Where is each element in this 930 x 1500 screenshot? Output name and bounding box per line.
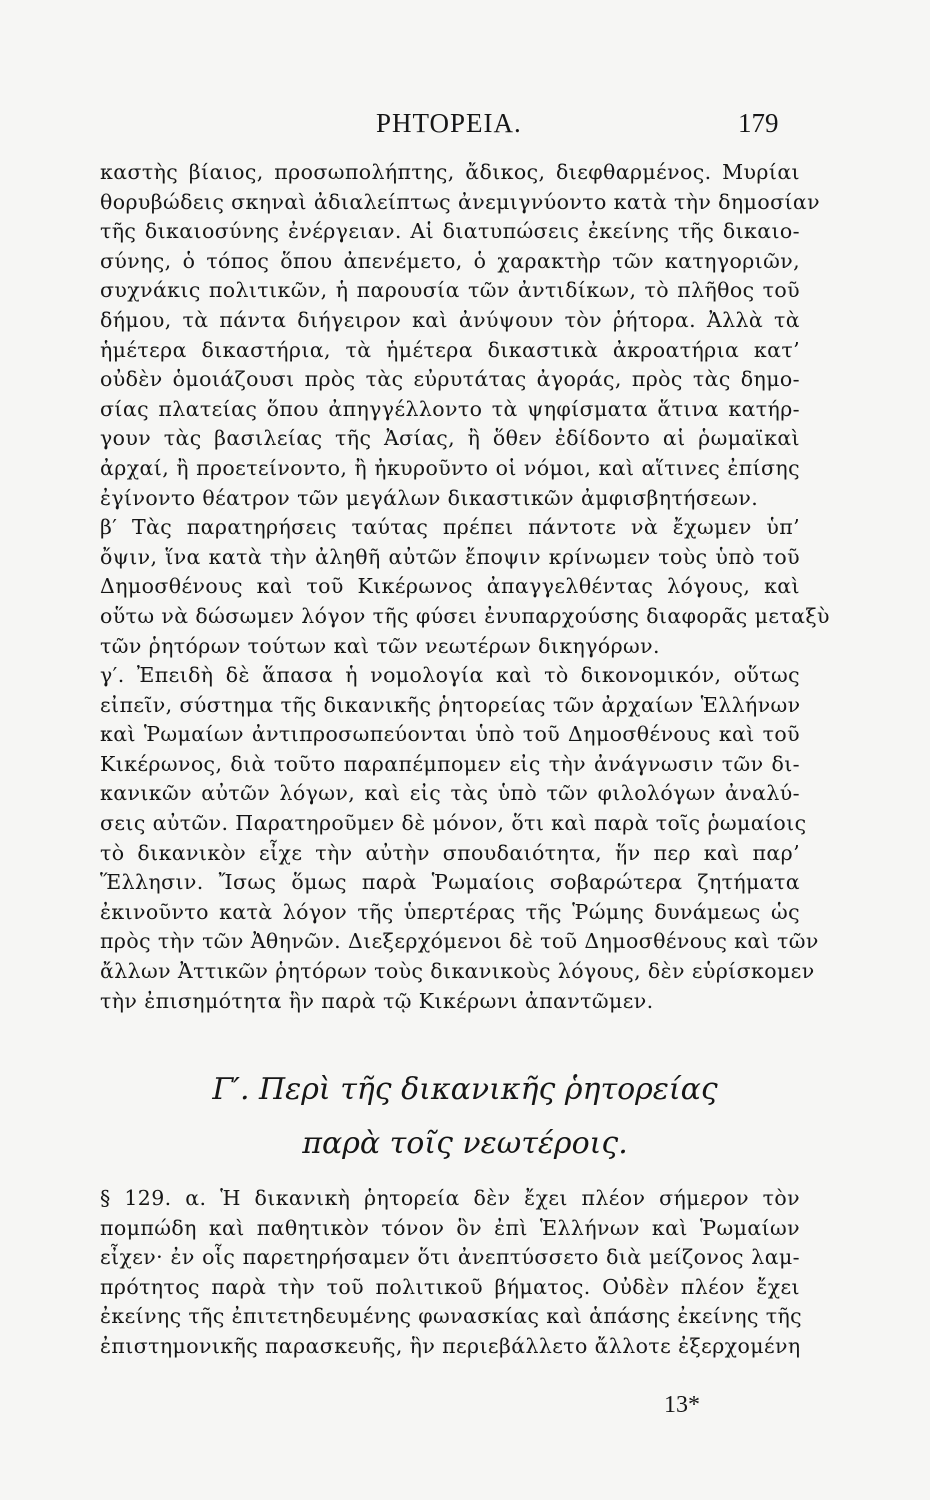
section-text bbox=[100, 1184, 803, 1362]
text-line: τῶν ῥητόρων τούτων καὶ τῶν νεωτέρων δικηγόρων. bbox=[100, 633, 660, 658]
signature-mark: 13* bbox=[664, 1392, 700, 1418]
text-line: σίας πλατείας ὅπου ἀπηγγέλλοντο τὰ ψηφίσματα ἅτινα κατήρ- bbox=[100, 396, 800, 421]
text-line: κανικῶν αὐτῶν λόγων, καὶ εἰς τὰς ὑπὸ τῶν φιλολόγων ἀναλύ- bbox=[100, 781, 800, 806]
text-line: Δημοσθένους καὶ τοῦ Κικέρωνος ἀπαγγελθέντας λόγους, καὶ bbox=[100, 574, 800, 599]
text-line: Κικέρωνος, διὰ τοῦτο παραπέμπομεν εἰς τὴν ἀνάγνωσιν τῶν δι- bbox=[100, 751, 800, 776]
text-line: γ′. Ἐπειδὴ δὲ ἅπασα ἡ νομολογία καὶ τὸ δικονομικόν, οὕτως bbox=[100, 663, 800, 688]
text-line: ἐπιστημονικῆς παρασκευῆς, ἣν περιεβάλλετο ἄλλοτε ἐξερχομένη bbox=[100, 1333, 801, 1358]
page-number: 179 bbox=[738, 108, 779, 138]
text-line: ὄψιν, ἵνα κατὰ τὴν ἀληθῆ αὐτῶν ἔποψιν κρίνωμεν τοὺς ὑπὸ τοῦ bbox=[100, 544, 800, 569]
text-line: γουν τὰς βασιλείας τῆς Ἀσίας, ἢ ὅθεν ἐδίδοντο αἱ ῥωμαϊκαὶ bbox=[100, 426, 800, 451]
text-line: β′ Τὰς παρατηρήσεις ταύτας πρέπει πάντοτε νὰ ἔχωμεν ὑπ’ bbox=[100, 515, 800, 540]
text-line: ἐκείνης τῆς ἐπιτετηδευμένης φωνασκίας καὶ ἁπάσης ἐκείνης τῆς bbox=[100, 1304, 803, 1329]
text-line: θορυβώδεις σκηναὶ ἀδιαλείπτως ἀνεμιγνύοντο κατὰ τὴν δημοσίαν bbox=[100, 189, 821, 214]
running-title: ΡΗΤΟΡΕΙΑ. bbox=[376, 108, 522, 138]
text-line: τὸ δικανικὸν εἶχε τὴν αὐτὴν σπουδαιότητα, ἥν περ καὶ παρ’ bbox=[100, 840, 800, 865]
text-line: οὐδὲν ὁμοιάζουσι πρὸς τὰς εὐρυτάτας ἀγοράς, πρὸς τὰς δημο- bbox=[100, 367, 800, 392]
text-line: ἀρχαί, ἢ προετείνοντο, ἢ ἠκυροῦντο οἱ νόμοι, καὶ αἵτινες ἐπίσης bbox=[100, 455, 800, 480]
text-line: τὴν ἐπισημότητα ἣν παρὰ τῷ Κικέρωνι ἀπαντῶμεν. bbox=[100, 988, 654, 1013]
text-line: Ἕλλησιν. Ἴσως ὅμως παρὰ Ῥωμαίοις σοβαρώτερα ζητήματα bbox=[100, 870, 800, 895]
text-line: τῆς δικαιοσύνης ἐνέργειαν. Αἱ διατυπώσεις ἐκείνης τῆς δικαιο- bbox=[100, 219, 800, 244]
text-line: σεις αὐτῶν. Παρατηροῦμεν δὲ μόνον, ὅτι καὶ παρὰ τοῖς ῥωμαίοις bbox=[100, 811, 807, 836]
text-line: συχνάκις πολιτικῶν, ἡ παρουσία τῶν ἀντιδίκων, τὸ πλῆθος τοῦ bbox=[100, 278, 800, 303]
text-line: πομπώδη καὶ παθητικὸν τόνον ὃν ἐπὶ Ἑλλήνων καὶ Ῥωμαίων bbox=[100, 1215, 800, 1240]
running-head bbox=[0, 108, 930, 148]
text-line: καὶ Ῥωμαίων ἀντιπροσωπεύονται ὑπὸ τοῦ Δημοσθένους καὶ τοῦ bbox=[100, 722, 800, 747]
text-line: ἄλλων Ἀττικῶν ῥητόρων τοὺς δικανικοὺς λόγους, δὲν εὑρίσκομεν bbox=[100, 959, 815, 984]
text-line: εἰπεῖν, σύστημα τῆς δικανικῆς ῥητορείας τῶν ἀρχαίων Ἑλλήνων bbox=[100, 692, 801, 717]
text-line: § 129. α. Ἡ δικανικὴ ῥητορεία δὲν ἔχει πλέον σήμερον τὸν bbox=[100, 1186, 800, 1210]
section-heading: Γ′. Περὶ τῆς δικανικῆς ῥητορείας bbox=[212, 1072, 718, 1107]
section-subheading: παρὰ τοῖς νεωτέροις. bbox=[302, 1126, 628, 1161]
text-line: πρότητος παρὰ τὴν τοῦ πολιτικοῦ βήματος. Οὐδὲν πλέον ἔχει bbox=[100, 1274, 800, 1299]
text-line: ἐγίνοντο θέατρον τῶν μεγάλων δικαστικῶν ἀμφισβητήσεων. bbox=[100, 485, 759, 510]
text-line: εἶχεν· ἐν οἷς παρετηρήσαμεν ὅτι ἀνεπτύσσετο διὰ μείζονος λαμ- bbox=[100, 1245, 800, 1270]
main-text bbox=[100, 158, 830, 1016]
text-line: ἐκινοῦντο κατὰ λόγον τῆς ὑπερτέρας τῆς Ῥώμης δυνάμεως ὡς bbox=[100, 899, 800, 924]
text-line: ἡμέτερα δικαστήρια, τὰ ἡμέτερα δικαστικὰ ἀκροατήρια κατ’ bbox=[100, 337, 800, 362]
text-line: σύνης, ὁ τόπος ὅπου ἀπενέμετο, ὁ χαρακτὴρ τῶν κατηγοριῶν, bbox=[100, 248, 800, 273]
text-line: πρὸς τὴν τῶν Ἀθηνῶν. Διεξερχόμενοι δὲ τοῦ Δημοσθένους καὶ τῶν bbox=[100, 929, 819, 954]
text-line: οὕτω νὰ δώσωμεν λόγον τῆς φύσει ἐνυπαρχούσης διαφορᾶς μεταξὺ bbox=[100, 603, 830, 628]
text-line: δήμου, τὰ πάντα διήγειρον καὶ ἀνύψουν τὸν ῥήτορα. Ἀλλὰ τὰ bbox=[100, 307, 800, 332]
text-line: καστὴς βίαιος, προσωπολήπτης, ἄδικος, διεφθαρμένος. Μυρίαι bbox=[100, 160, 800, 184]
